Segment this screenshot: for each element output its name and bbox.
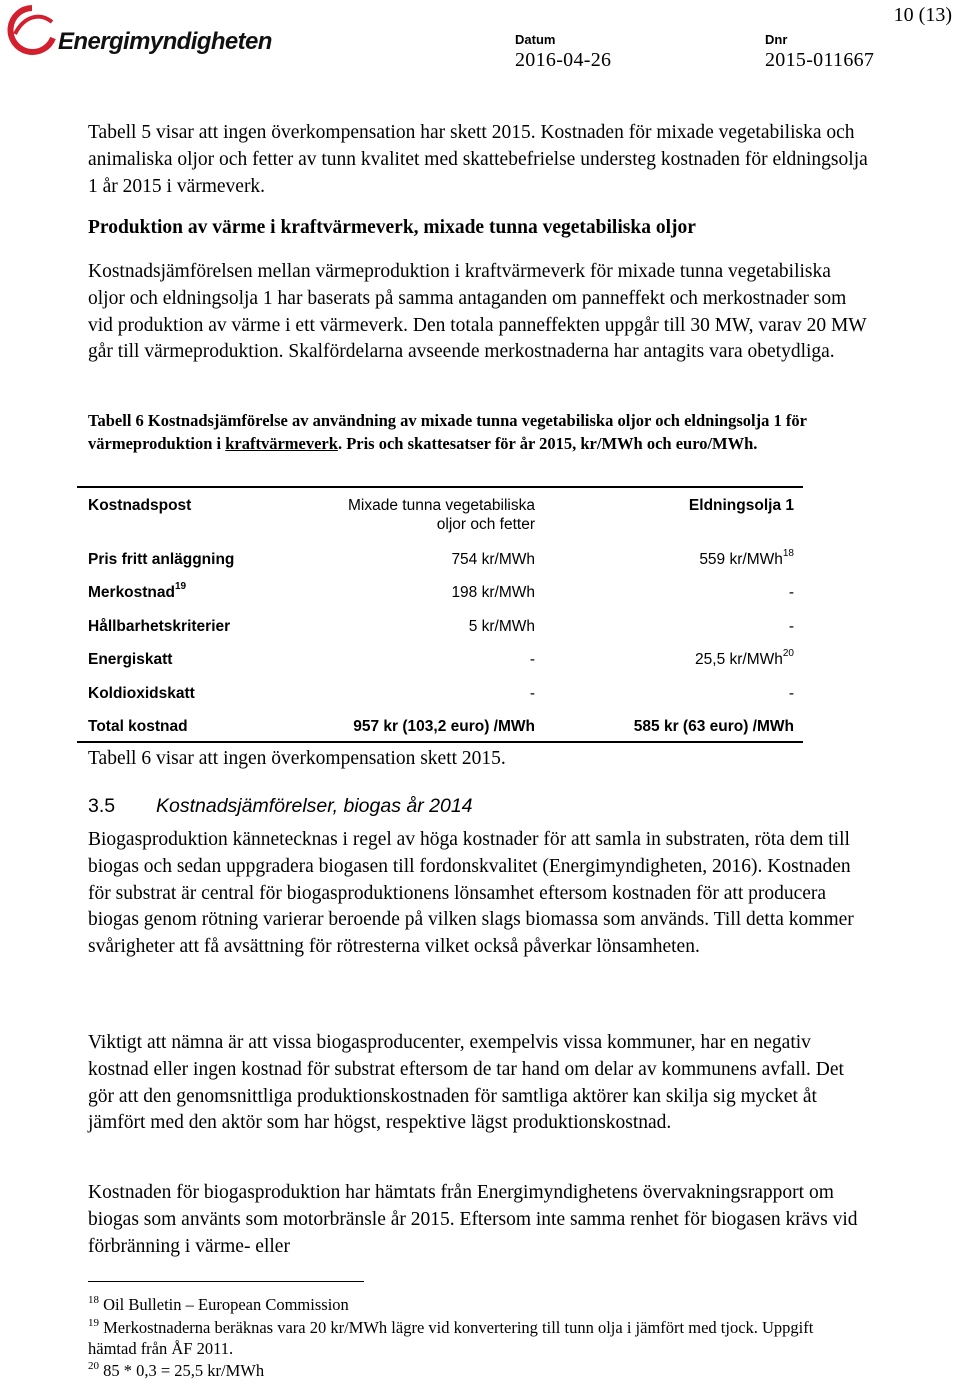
date-label: Datum — [515, 32, 556, 47]
section-heading: Produktion av värme i kraftvärmeverk, mixade tunna vegetabiliska oljor — [88, 217, 696, 238]
table-row-label: Total kostnad — [88, 718, 188, 735]
footnote: $^{18}$ Oil Bulletin – European Commission — [88, 1294, 349, 1314]
table-caption-link[interactable]: kraftvärmeverk — [225, 433, 338, 453]
table-cell: - — [529, 685, 535, 702]
table-cell: 198 kr/MWh — [451, 584, 535, 601]
dnr-label: Dnr — [765, 32, 788, 47]
footnote-ref-19[interactable]: 19 — [175, 581, 187, 592]
table-cell: - — [788, 685, 794, 702]
table-header-line1: Mixade tunna vegetabiliska — [348, 497, 535, 514]
table-row-label: Merkostnad$^{19}$ — [88, 581, 187, 601]
table-header-fuel-oil: Eldningsolja 1 — [688, 497, 794, 514]
dnr-value: 2015-011667 — [765, 49, 875, 71]
table-header-vegetable-oils — [348, 497, 535, 534]
paragraph-biogas-2: Viktigt att nämna är att vissa biogasproducenter, exempelvis vissa kommuner, har en negativ kostnad eller ingen kostnad för substrat eftersom de tar hand om delar av kommunens avfall. Det gör att den genomsnittliga produktionskostnaden för samtliga aktörer kan skilja sig mycket åt jämfört med den aktör som har högst, respektive lägst produktionskostnad. — [88, 1032, 844, 1134]
footnote-separator — [88, 1281, 364, 1282]
footnote: $^{20}$ 85 * 0,3 = 25,5 kr/MWh — [88, 1360, 265, 1380]
table-cell: 957 kr (103,2 euro) /MWh — [353, 718, 535, 735]
intro-paragraph: Tabell 5 visar att ingen överkompensation har skett 2015. Kostnaden för mixade vegetabiliska och animaliska oljor och fetter av tunn kvalitet med skattebefrielse understeg kostnaden för eldningsolja 1 år 2015 i värmeverk. — [88, 122, 868, 197]
footnote: $^{19}$ Merkostnaderna beräknas vara 20 kr/MWh lägre vid konvertering till tunn olja i jämfört med tjock. Uppgift hämtad från ÅF 2011. — [88, 1317, 814, 1358]
table-cell: 559 kr/MWh$^{18}$ — [699, 548, 794, 568]
after-table-paragraph: Tabell 6 visar att ingen överkompensation skett 2015. — [88, 748, 506, 769]
subsection-heading — [88, 795, 473, 818]
table-cell: - — [788, 584, 794, 601]
table-row-label: Koldioxidskatt — [88, 685, 195, 702]
table-cell: 5 kr/MWh — [468, 618, 535, 635]
table-row-label: Energiskatt — [88, 651, 173, 668]
table-caption — [88, 410, 828, 455]
paragraph-biogas-3: Kostnaden för biogasproduktion har hämtats från Energimyndighetens övervakningsrapport om biogas som använts som motorbränsle år 2015. Eftersom inte samma renhet för biogasen krävs vid förbränning i värme- eller — [88, 1182, 858, 1257]
table-row-label: Pris fritt anläggning — [88, 551, 235, 568]
footnote-ref-18[interactable]: 18 — [782, 548, 794, 559]
table-caption-text: Tabell 6 Kostnadsjämförelse av användning av mixade tunna vegetabiliska oljor och eldningsolja 1 för värmeproduktion i — [88, 411, 807, 453]
table-cell: 754 kr/MWh — [451, 551, 535, 568]
table-header-cost-item: Kostnadspost — [88, 497, 192, 514]
table-cell: - — [788, 618, 794, 635]
subsection-number: 3.5 — [88, 795, 116, 817]
paragraph-biogas-1: Biogasproduktion kännetecknas i regel av höga kostnader för att samla in substraten, röta dem till biogas och sedan uppgradera biogasen till fordonskvalitet (Energimyndigheten, 2016). Kostnaden för substrat är central för biogasproduktionens lönsamhet eftersom kostnaden för att producera biogas genom rötning varierar beroende på vilken slags biomassa som används. Till detta kommer svårigheter att få avsättning för rötresterna vilket också påverkar lönsamheten. — [88, 829, 854, 958]
table-row-label: Hållbarhetskriterier — [88, 618, 231, 635]
table-cell: 25,5 kr/MWh$^{20}$ — [695, 648, 794, 668]
table-caption-text-end: . Pris och skattesatser för år 2015, kr/MWh och euro/MWh. — [337, 433, 758, 453]
footnote-ref-20[interactable]: 20 — [782, 648, 794, 659]
table-cell: 585 kr (63 euro) /MWh — [633, 718, 794, 735]
table-header-line2: oljor och fetter — [436, 516, 535, 533]
page-indicator: 10 (13) — [893, 4, 952, 26]
section-paragraph: Kostnadsjämförelsen mellan värmeproduktion i kraftvärmeverk för mixade tunna vegetabiliska oljor och eldningsolja 1 har baserats på samma antaganden om panneffekt och merkostnader som vid produktion av värme i ett värmeverk. Den totala panneffekten uppgår till 30 MW, varav 20 MW går till värmeproduktion. Skalfördelarna avseende merkostnaderna har antagits vara obetydliga. — [88, 261, 867, 363]
cost-comparison-table — [77, 486, 803, 742]
logo-wordmark: Energimyndigheten — [58, 28, 272, 55]
subsection-title: Kostnadsjämförelser, biogas år 2014 — [156, 795, 473, 817]
table-top-rule — [77, 486, 803, 488]
date-value: 2016-04-26 — [515, 49, 612, 71]
table-bottom-rule — [77, 741, 803, 743]
energimyndigheten-logo-icon — [6, 4, 58, 61]
table-cell: - — [529, 651, 535, 668]
